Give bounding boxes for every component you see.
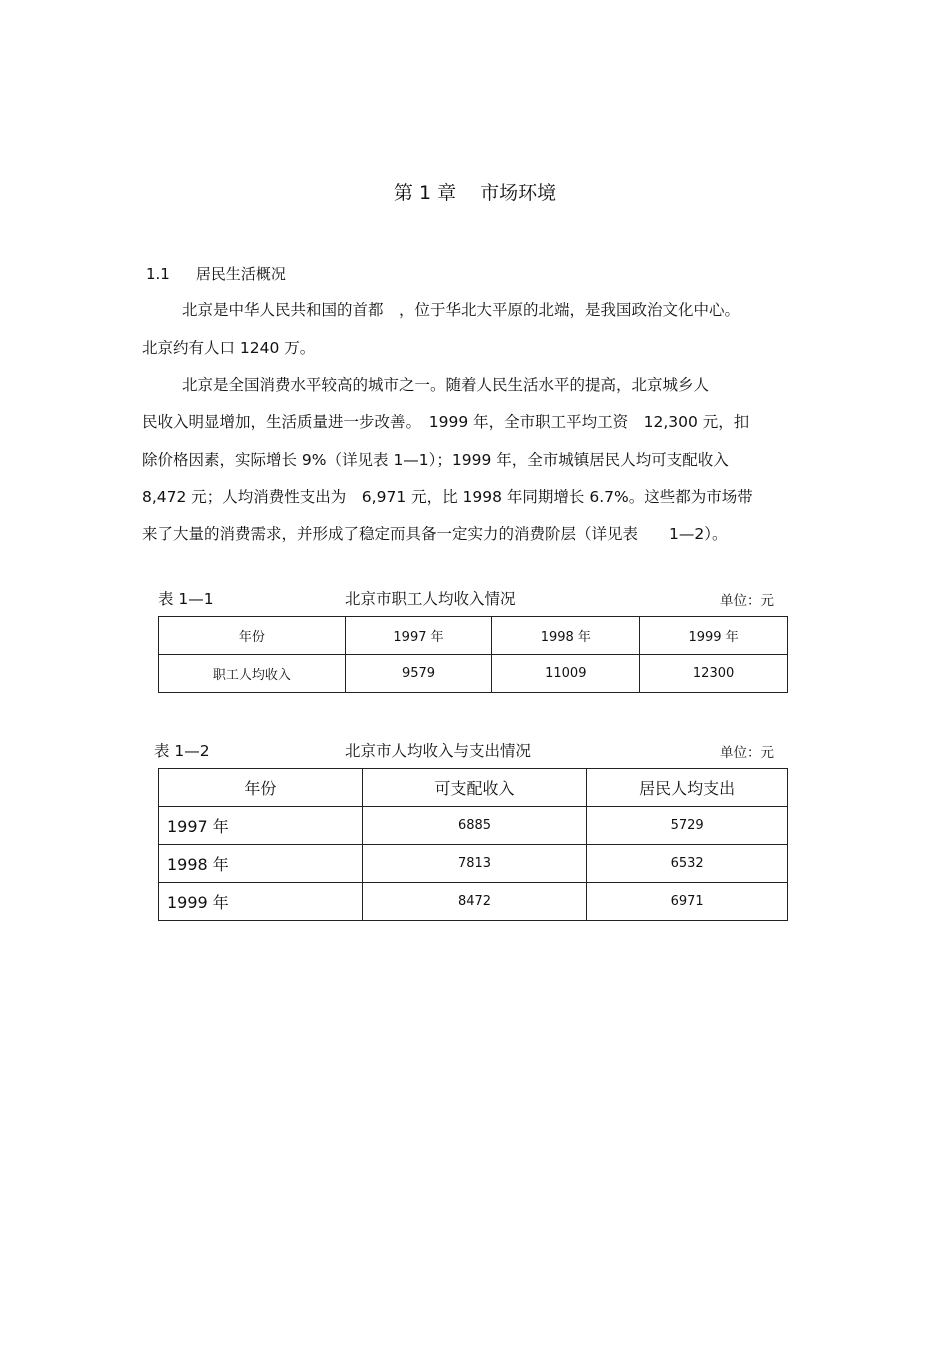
table2-row — [159, 807, 788, 845]
table2-label: 表 1—2 — [154, 742, 210, 760]
section-number: 1.1 — [146, 265, 170, 283]
table1-label: 表 1—1 — [158, 590, 214, 608]
table1-header-cell: 1997 年 — [345, 617, 492, 655]
paragraph-1-line-2: 北京约有人口 1240 万。 — [142, 339, 316, 357]
table1-cell: 11009 — [492, 655, 640, 693]
paragraph-2-line-4: 8,472 元；人均消费性支出为 6,971 元，比 1998 年同期增长 6.7%。这些都为市场带 — [142, 488, 753, 506]
table2-cell: 6532 — [587, 845, 788, 883]
table2-year-cell: 1999 年 — [159, 883, 363, 921]
table1-cell: 9579 — [345, 655, 492, 693]
table1-unit: 单位：元 — [720, 593, 774, 609]
table1-header-cell: 1998 年 — [492, 617, 640, 655]
section-heading — [146, 263, 286, 284]
paragraph-2-line-5: 来了大量的消费需求，并形成了稳定而具备一定实力的消费阶层（详见表 1—2）。 — [142, 525, 728, 543]
table2-header-cell: 居民人均支出 — [587, 769, 788, 807]
chapter-number: 第 1 章 — [393, 182, 457, 204]
table1-cell: 职工人均收入 — [159, 655, 346, 693]
chapter-title: 市场环境 — [480, 182, 557, 204]
table1-title: 北京市职工人均收入情况 — [345, 590, 516, 608]
section-title: 居民生活概况 — [195, 265, 286, 283]
table1 — [158, 616, 788, 693]
table2-year-cell: 1997 年 — [159, 807, 363, 845]
table2-row — [159, 845, 788, 883]
table1-row — [159, 655, 788, 693]
paragraph-1-line-1: 北京是中华人民共和国的首都 ，位于华北大平原的北端，是我国政治文化中心。 — [182, 301, 741, 319]
table2-cell: 6885 — [362, 807, 587, 845]
paragraph-2-line-2: 民收入明显增加，生活质量进一步改善。 1999 年，全市职工平均工资 12,300 元，扣 — [142, 413, 750, 431]
table2-unit: 单位：元 — [720, 745, 774, 761]
table2 — [158, 768, 788, 921]
table2-year-cell: 1998 年 — [159, 845, 363, 883]
table2-header-cell: 可支配收入 — [362, 769, 587, 807]
paragraph-2-line-1: 北京是全国消费水平较高的城市之一。随着人民生活水平的提高，北京城乡人 — [182, 376, 710, 394]
table2-title: 北京市人均收入与支出情况 — [345, 742, 532, 760]
table1-header-cell: 年份 — [159, 617, 346, 655]
table1-header-cell: 1999 年 — [640, 617, 788, 655]
table1-header-row — [159, 617, 788, 655]
table2-row — [159, 883, 788, 921]
table2-cell: 8472 — [362, 883, 587, 921]
table2-cell: 7813 — [362, 845, 587, 883]
table1-cell: 12300 — [640, 655, 788, 693]
paragraph-2-line-3: 除价格因素，实际增长 9%（详见表 1—1）；1999 年，全市城镇居民人均可支配收入 — [142, 451, 729, 469]
table2-header-row — [159, 769, 788, 807]
table2-cell: 6971 — [587, 883, 788, 921]
table2-header-cell: 年份 — [159, 769, 363, 807]
table2-cell: 5729 — [587, 807, 788, 845]
chapter-heading — [0, 178, 950, 205]
